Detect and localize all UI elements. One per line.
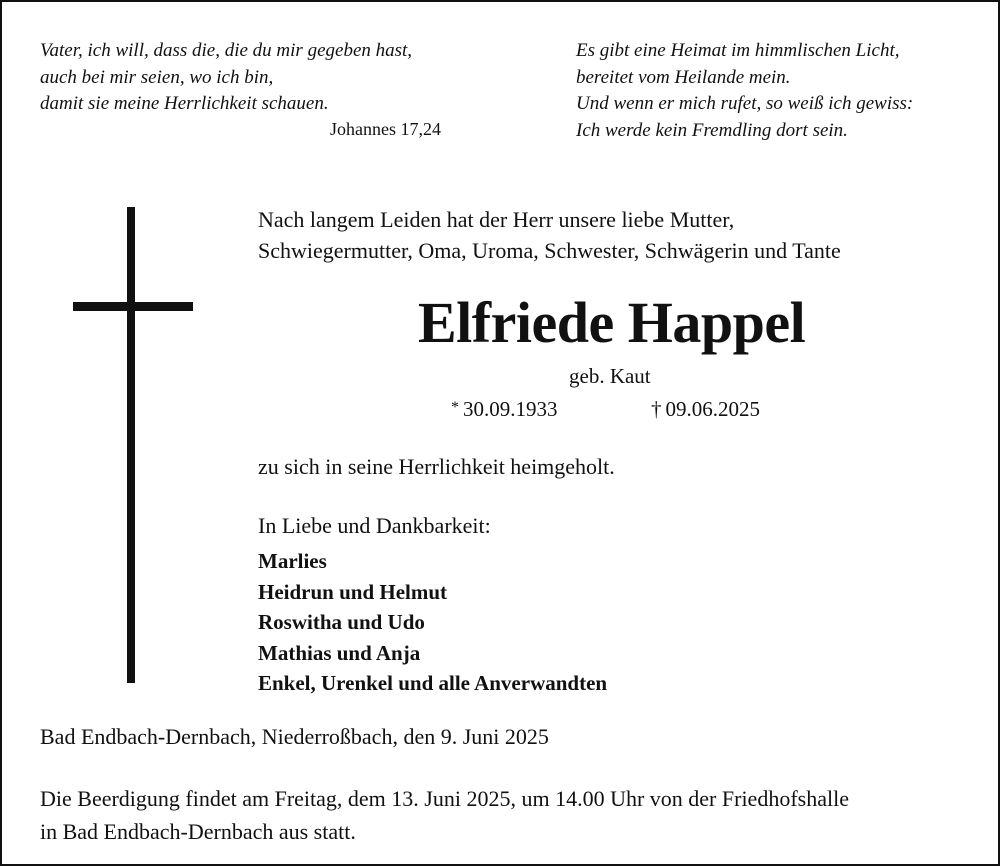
verse-right-line: Und wenn er mich rufet, so weiß ich gewiss: [576,93,914,114]
gratitude-text: In Liebe und Dankbarkeit: [258,513,491,538]
verse-right-line: bereitet vom Heilande mein. [576,66,791,88]
mourner-entry: Marlies [258,549,327,573]
funeral-info [40,782,849,848]
verse-left-line: Vater, ich will, dass die, die du mir gegeben hast, [40,40,413,61]
bible-verse-left [40,38,412,118]
verse-right-line: Es gibt eine Heimat im himmlischen Licht, [576,40,900,61]
mourner-entry: Heidrun und Helmut [258,579,448,604]
intro-text [258,204,841,266]
verse-left-line: damit sie meine Herrlichkeit schauen. [40,93,329,114]
cross-vertical-bar [127,207,135,683]
mourner-entry: Enkel, Urenkel und alle Anverwandten [258,671,608,695]
intro-line: Nach langem Leiden hat der Herr unsere liebe Mutter, [258,207,735,232]
intro-line: Schwiegermutter, Oma, Uroma, Schwester, Schwägerin und Tante [258,238,841,263]
maiden-name: geb. Kaut [569,364,651,388]
verse-right-line: Ich werde kein Fremdling dort sein. [576,119,848,141]
dagger-icon: † [651,397,662,421]
deceased-name: Elfriede Happel [418,290,806,355]
birth-date-line [451,397,558,422]
birth-star-icon: * [451,399,459,416]
homecoming-text: zu sich in seine Herrlichkeit heimgeholt. [258,454,615,479]
cross-horizontal-bar [73,302,193,311]
mourner-entry: Mathias und Anja [258,640,421,665]
mourner-entry: Roswitha und Udo [258,610,425,634]
poem-verse-right [576,38,913,144]
place-date: Bad Endbach-Dernbach, Niederroßbach, den 9. Juni 2025 [40,724,549,749]
death-date: 09.06.2025 [665,397,760,421]
verse-left-line: auch bei mir seien, wo ich bin, [40,66,274,88]
mourners-list [258,546,607,699]
death-date-line [651,397,760,422]
birth-date: 30.09.1933 [463,397,558,421]
funeral-line: Die Beerdigung findet am Freitag, dem 13. Juni 2025, um 14.00 Uhr von der Friedhofshalle [40,786,849,811]
funeral-line: in Bad Endbach-Dernbach aus statt. [40,819,356,844]
verse-reference: Johannes 17,24 [330,119,441,139]
